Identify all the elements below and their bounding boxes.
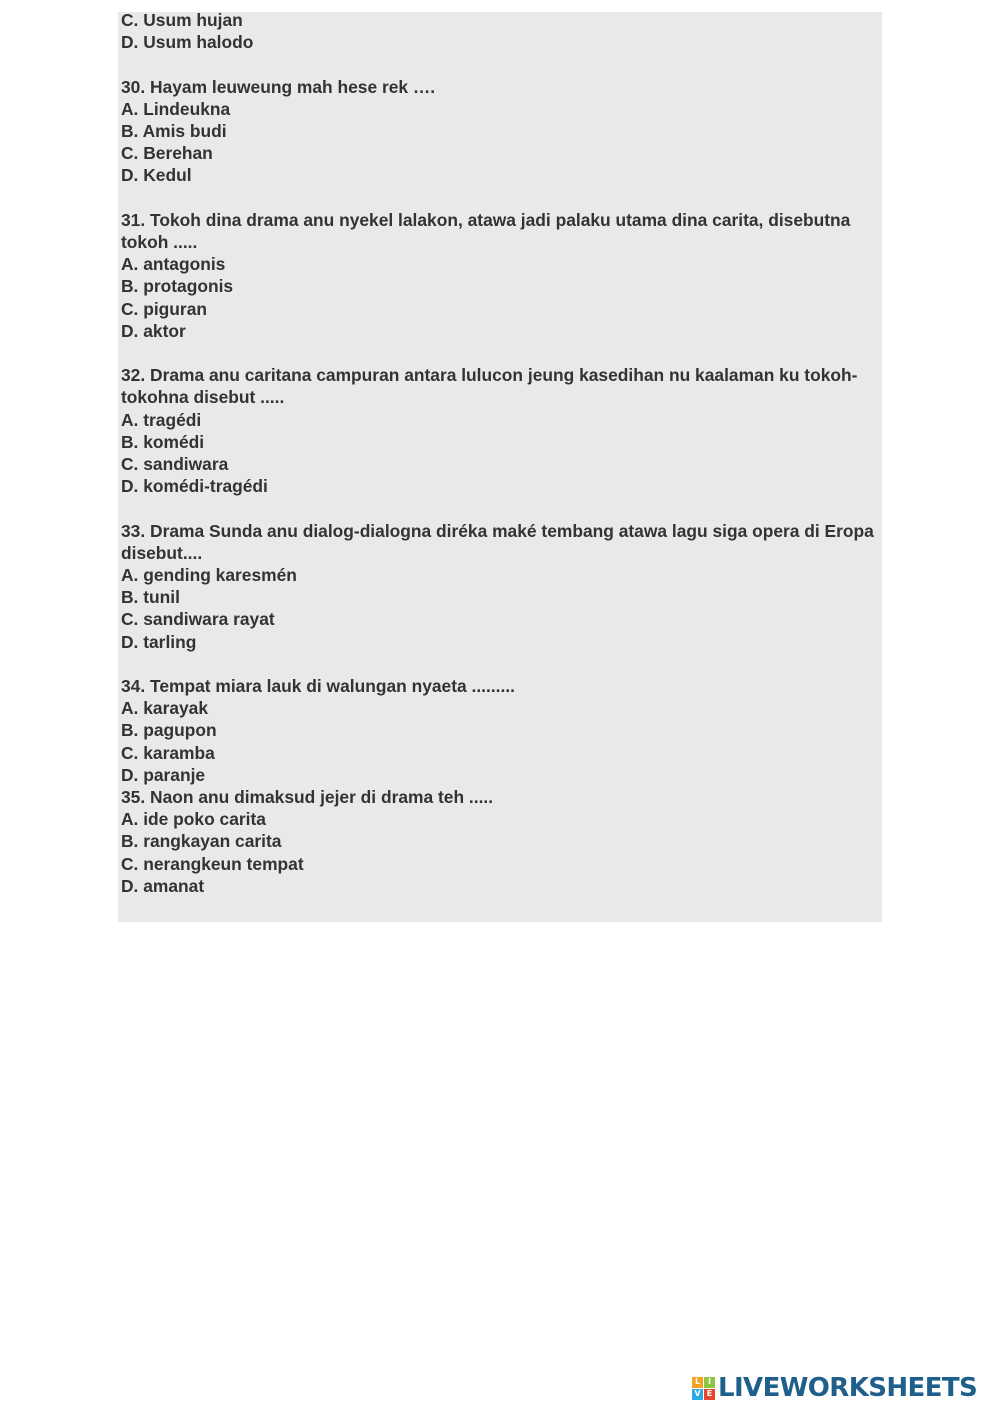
question-35 [121,786,881,897]
spacer [121,53,881,75]
option-d: D. amanat [121,875,205,896]
option-d: D. Kedul [121,165,192,186]
option-c: C. piguran [121,298,207,319]
option-c: C. Berehan [121,143,213,164]
spacer [121,497,881,519]
liveworksheets-logo [692,1372,977,1404]
question-31 [121,209,881,342]
option-b: B. tunil [121,587,180,608]
spacer [121,653,881,675]
logo-text: LIVEWORKSHEETS [718,1373,978,1403]
option-a: A. ide poko carita [121,809,266,830]
option-a: A. gending karesmén [121,565,297,586]
option-b: B. protagonis [121,276,234,297]
option-a: A. antagonis [121,254,226,275]
question-32 [121,364,881,497]
option-d: D. komédi-tragédi [121,476,268,497]
logo-mark-cell: E [704,1389,715,1400]
question-text: 32. Drama anu caritana campuran antara lulucon jeung kasedihan nu kaalaman ku tokoh-tokohna disebut ..... [121,365,858,408]
option-c: C. nerangkeun tempat [121,853,304,874]
spacer [121,187,881,209]
question-34 [121,675,881,786]
option-d: D. tarling [121,631,197,652]
spacer [121,342,881,364]
option-d: D. paranje [121,764,206,785]
option-a: A. karayak [121,698,209,719]
question-text: 30. Hayam leuweung mah hese rek …. [121,76,436,97]
continuation-options [121,9,881,53]
question-text-line-1: 31. Tokoh dina drama anu nyekel lalakon, atawa jadi palaku utama dina carita, disebutna tokoh ..... [121,209,851,252]
question-text: 33. Drama Sunda anu dialog-dialogna diréka maké tembang atawa lagu siga opera di Eropa disebut.... [121,520,874,563]
option: D. Usum halodo [121,32,254,53]
option-c: C. sandiwara rayat [121,609,275,630]
logo-mark-cell: I [704,1377,715,1388]
option-c: C. sandiwara [121,454,229,475]
option-b: B. pagupon [121,720,217,741]
question-text: 35. Naon anu dimaksud jejer di drama teh ..... [121,787,494,808]
question-text: 34. Tempat miara lauk di walungan nyaeta ......... [121,676,515,697]
option-d: D. aktor [121,320,186,341]
question-33 [121,520,881,653]
question-text [121,209,881,253]
option-b: B. Amis budi [121,121,227,141]
logo-mark-cell: V [692,1389,703,1400]
question-30 [121,76,881,187]
logo-mark-icon [692,1377,715,1400]
option-a: A. tragédi [121,409,202,430]
worksheet-content [121,9,881,897]
option-a: A. Lindeukna [121,98,231,119]
option-c: C. karamba [121,742,215,763]
option-b: B. rangkayan carita [121,831,282,852]
option: C. Usum hujan [121,10,243,30]
option-b: B. komédi [121,431,205,452]
logo-mark-cell: L [692,1377,703,1388]
